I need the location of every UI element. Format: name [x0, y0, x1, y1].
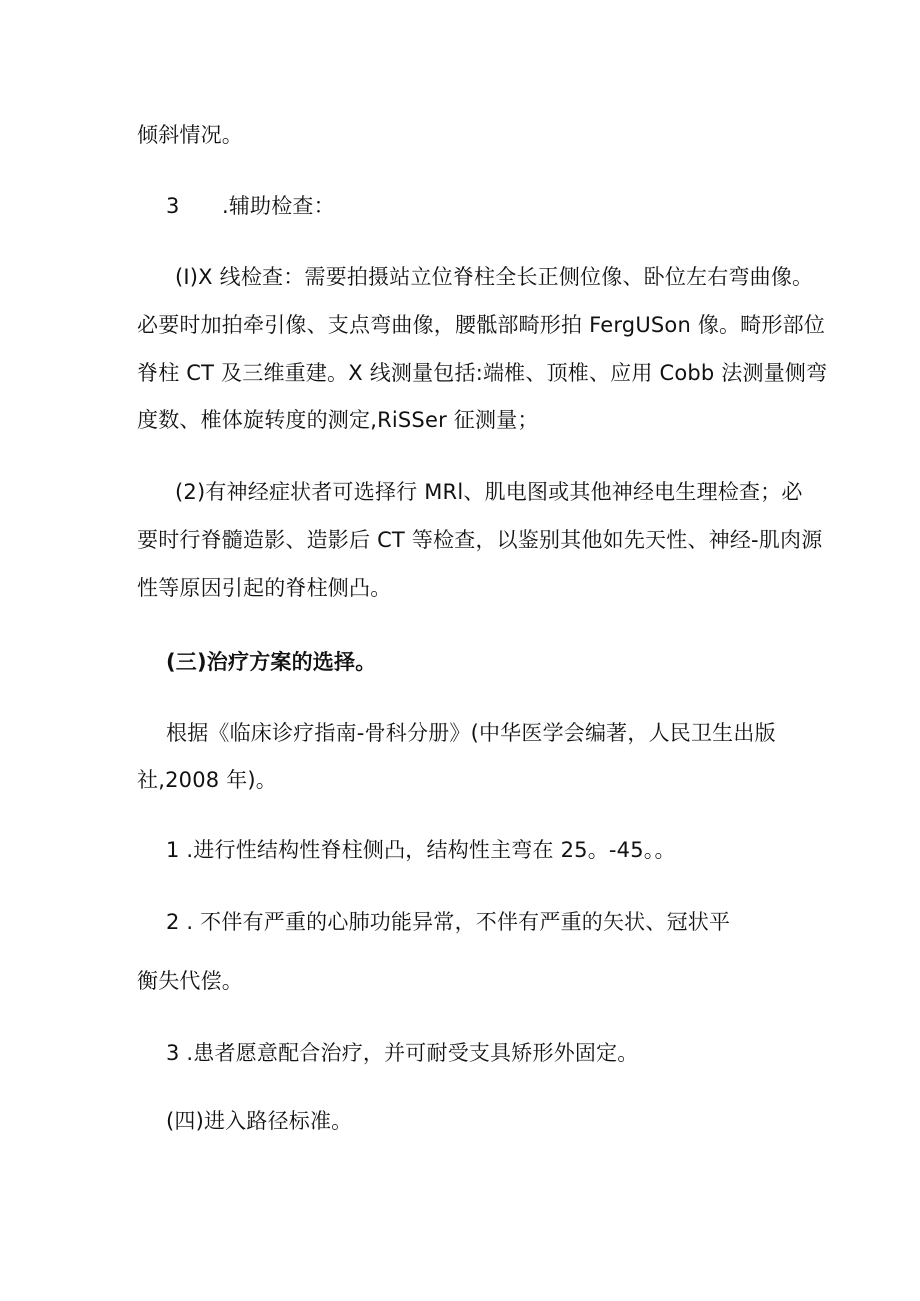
paragraph-neuro-line-2: 要时行脊髓造影、造影后 CT 等检查，以鉴别其他如先天性、神经-肌肉源 — [137, 528, 823, 552]
paragraph-xray-line-3: 脊柱 CT 及三维重建。X 线测量包括:端椎、顶椎、应用 Cobb 法测量侧弯 — [137, 361, 828, 385]
list-item-2-line-1: 2 . 不伴有严重的心肺功能异常，不伴有严重的矢状、冠状平 — [166, 910, 731, 934]
list-item-3: 3 .患者愿意配合治疗，并可耐受支具矫形外固定。 — [166, 1041, 639, 1065]
paragraph-xray-line-4: 度数、椎体旋转度的测定,RiSSer 征测量； — [137, 408, 539, 432]
paragraph-xray-line-1: (I)X 线检查：需要拍摄站立位脊柱全长正侧位像、卧位左右弯曲像。 — [175, 265, 814, 289]
paragraph-xray-line-2: 必要时加拍牵引像、支点弯曲像，腰骶部畸形拍 FergUSon 像。畸形部位 — [137, 313, 826, 337]
list-item-1: 1 .进行性结构性脊柱侧凸，结构性主弯在 25。-45。。 — [166, 838, 676, 862]
paragraph-neuro-line-1: (2)有神经症状者可选择行 MRl、肌电图或其他神经电生理检查；必 — [175, 480, 803, 504]
paragraph-guideline-line-2: 社,2008 年)。 — [137, 768, 277, 792]
section-heading-auxiliary-exam: 3 .辅助检查： — [166, 194, 335, 218]
paragraph-neuro-line-3: 性等原因引起的脊柱侧凸。 — [137, 576, 392, 600]
section-heading-pathway-criteria: (四)进入路径标准。 — [166, 1109, 353, 1133]
text-line-continuation: 倾斜情况。 — [137, 123, 243, 147]
section-heading-treatment: (三)治疗方案的选择。 — [166, 650, 377, 674]
paragraph-guideline-line-1: 根据《临床诊疗指南-骨科分册》(中华医学会编著，人民卫生出版 — [166, 721, 776, 745]
list-item-2-line-2: 衡失代偿。 — [137, 969, 243, 993]
